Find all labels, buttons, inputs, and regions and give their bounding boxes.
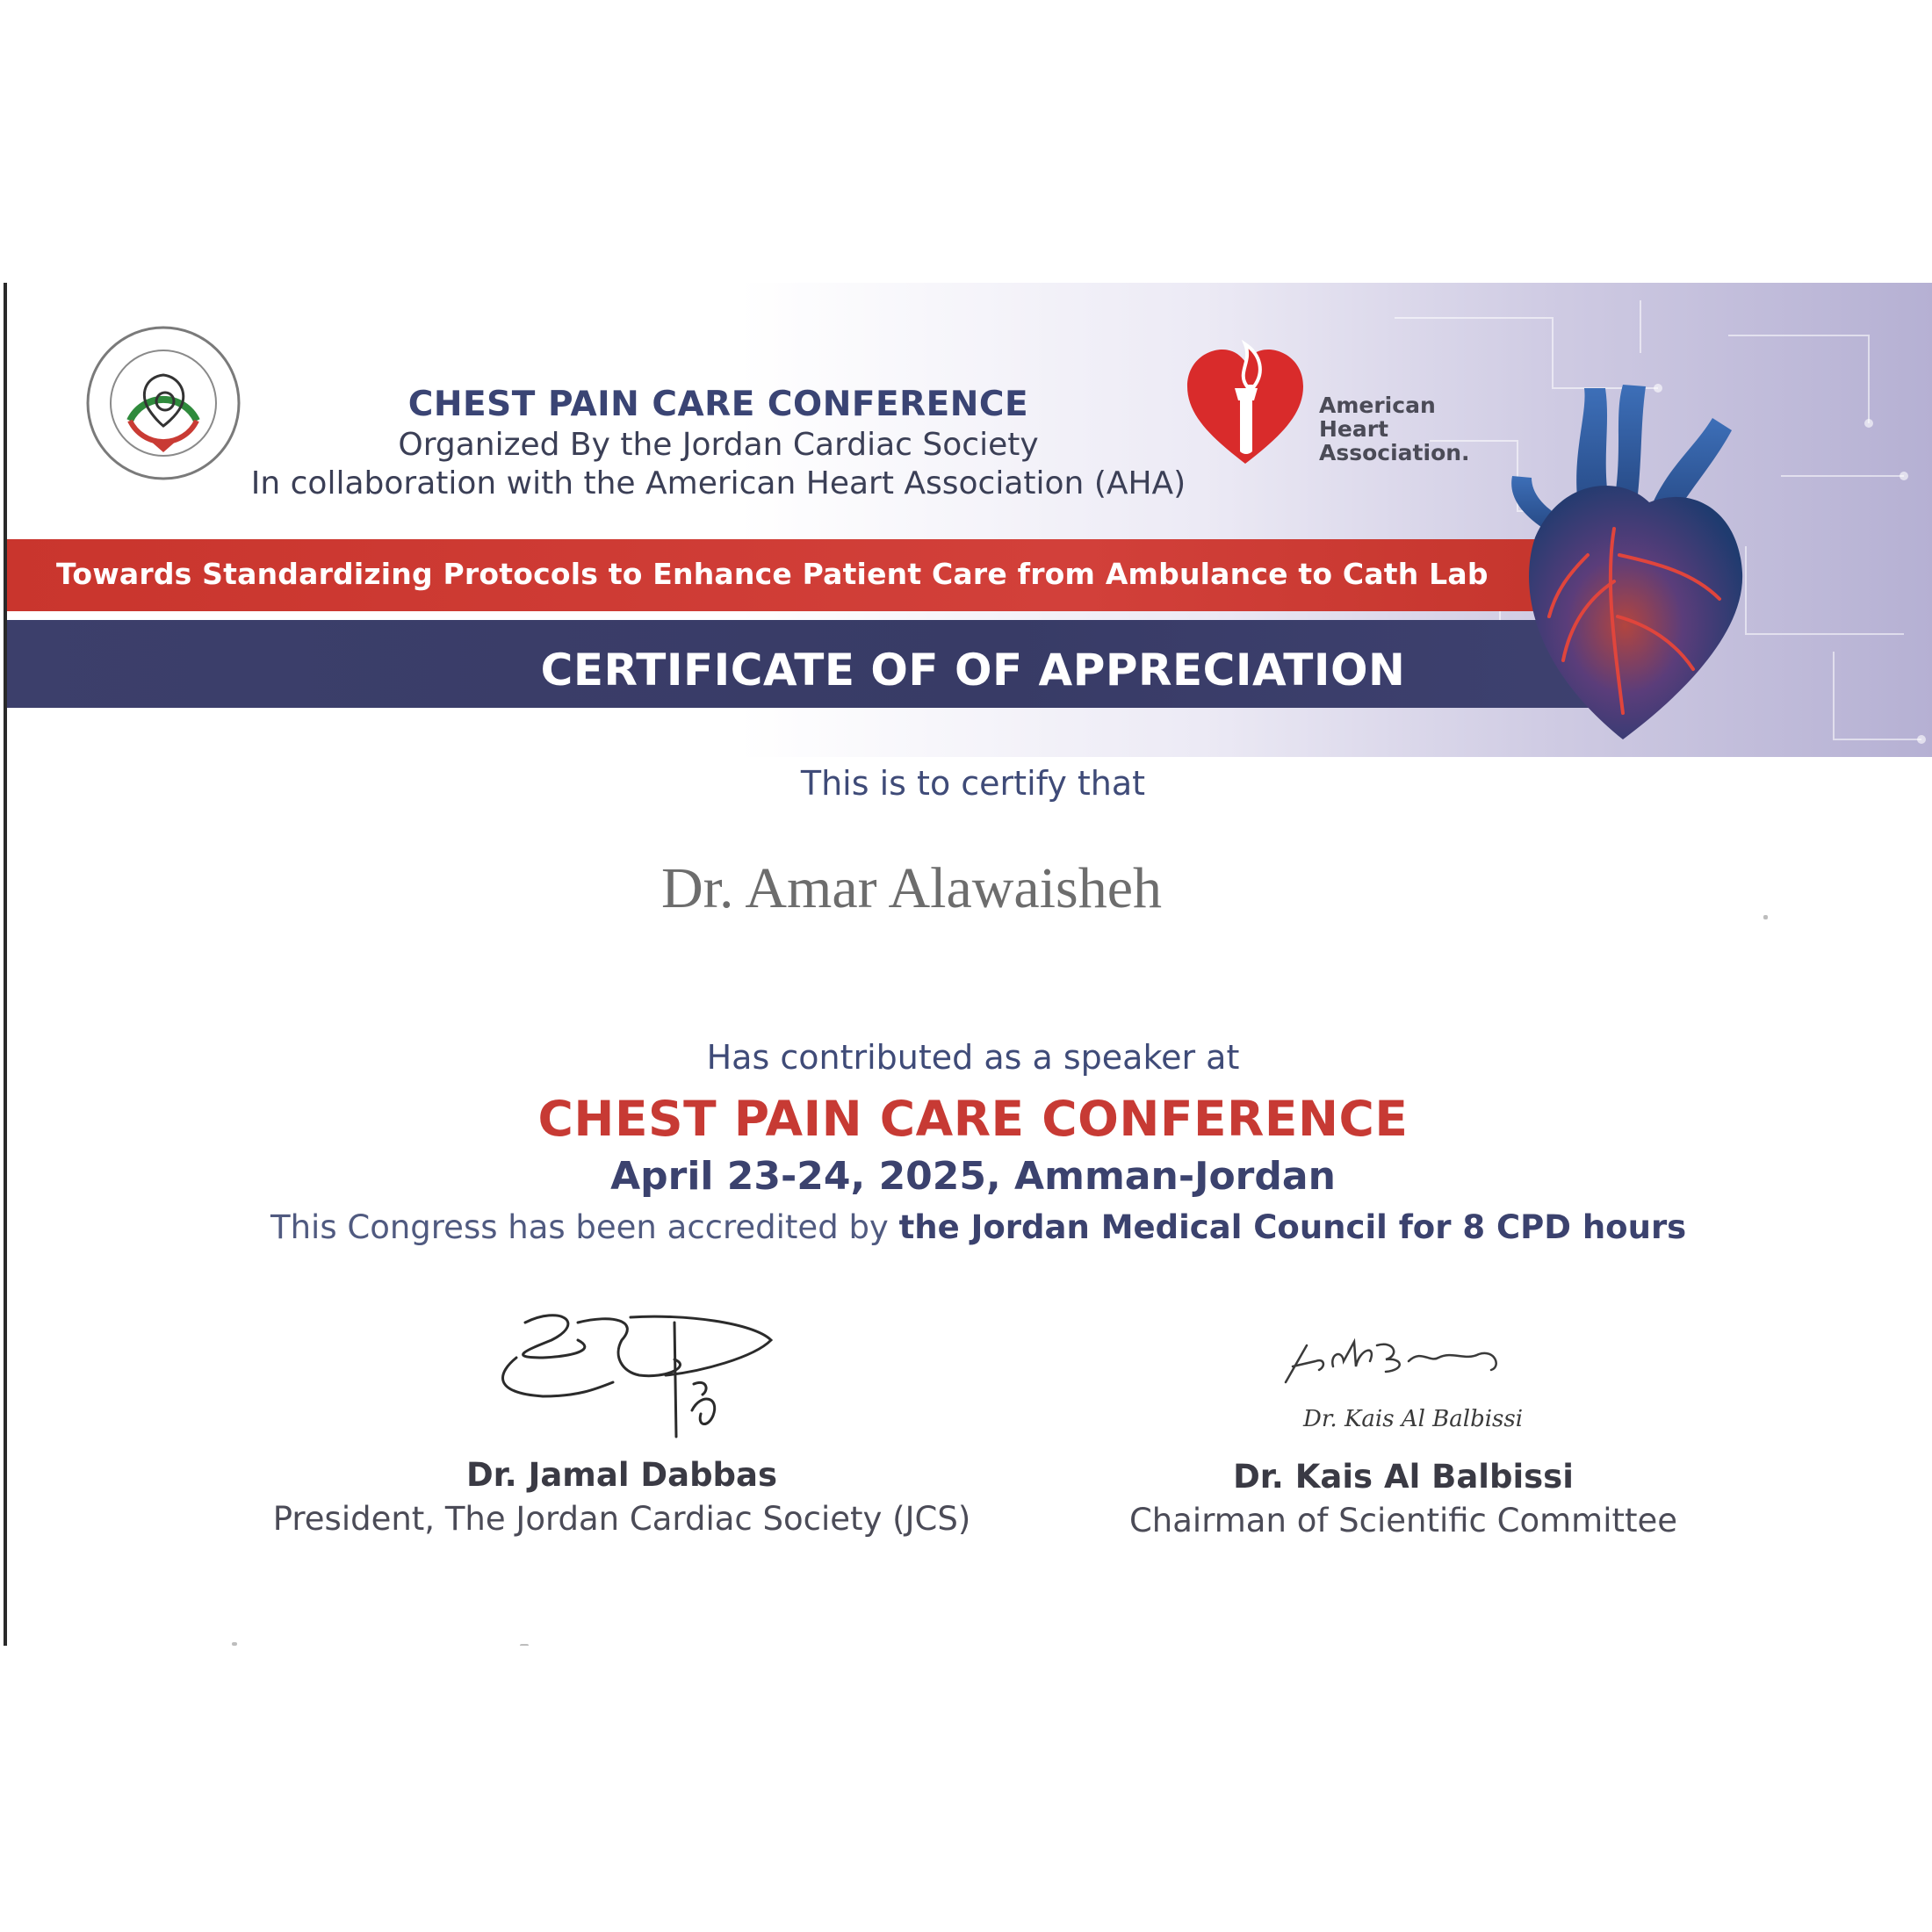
scan-speck xyxy=(1763,915,1768,919)
header-collaboration: In collaboration with the American Heart Association (AHA) xyxy=(250,465,1186,501)
recipient-name: Dr. Amar Alawaisheh xyxy=(660,856,1163,920)
certificate xyxy=(4,283,1932,1646)
signature-jamal-dabbas xyxy=(490,1305,789,1445)
aha-heart-torch-logo xyxy=(1184,335,1307,467)
header-conference-title: CHEST PAIN CARE CONFERENCE xyxy=(407,385,1029,424)
contribution-line: Has contributed as a speaker at xyxy=(706,1038,1240,1077)
header-organizer: Organized By the Jordan Cardiac Society xyxy=(398,427,1039,463)
signature-kais-al-balbissi xyxy=(1272,1331,1535,1437)
aha-wordmark-line: Heart xyxy=(1319,416,1389,442)
certify-line: This is to certify that xyxy=(800,764,1146,803)
handwritten-name: Dr. Kais Al Balbissi xyxy=(1303,1406,1524,1432)
scan-speck xyxy=(520,1644,529,1646)
aha-wordmark-line: American xyxy=(1319,393,1436,418)
conference-name: CHEST PAIN CARE CONFERENCE xyxy=(537,1091,1409,1147)
accreditation-body: the Jordan Medical Council for 8 CPD hours xyxy=(898,1208,1687,1246)
tagline-text: Towards Standardizing Protocols to Enhance Patient Care from Ambulance to Cath Lab xyxy=(56,557,1489,591)
signatory-2-name: Dr. Kais Al Balbissi xyxy=(1233,1458,1574,1496)
signatory-1-title: President, The Jordan Cardiac Society (JCS) xyxy=(272,1500,971,1538)
certificate-title: CERTIFICATE OF OF APPRECIATION xyxy=(540,645,1406,696)
aha-wordmark-line: Association. xyxy=(1319,440,1470,465)
anatomical-heart-illustration xyxy=(1482,379,1772,757)
jordan-cardiac-society-logo xyxy=(84,324,242,482)
signatory-1-name: Dr. Jamal Dabbas xyxy=(465,1456,778,1494)
conference-date-location: April 23-24, 2025, Amman-Jordan xyxy=(610,1154,1336,1199)
scan-speck xyxy=(232,1642,237,1646)
aha-wordmark xyxy=(1319,393,1495,465)
signatory-2-title: Chairman of Scientific Committee xyxy=(1128,1502,1678,1539)
accreditation-line xyxy=(270,1208,1687,1246)
accreditation-lead: This Congress has been accredited by xyxy=(270,1208,889,1246)
